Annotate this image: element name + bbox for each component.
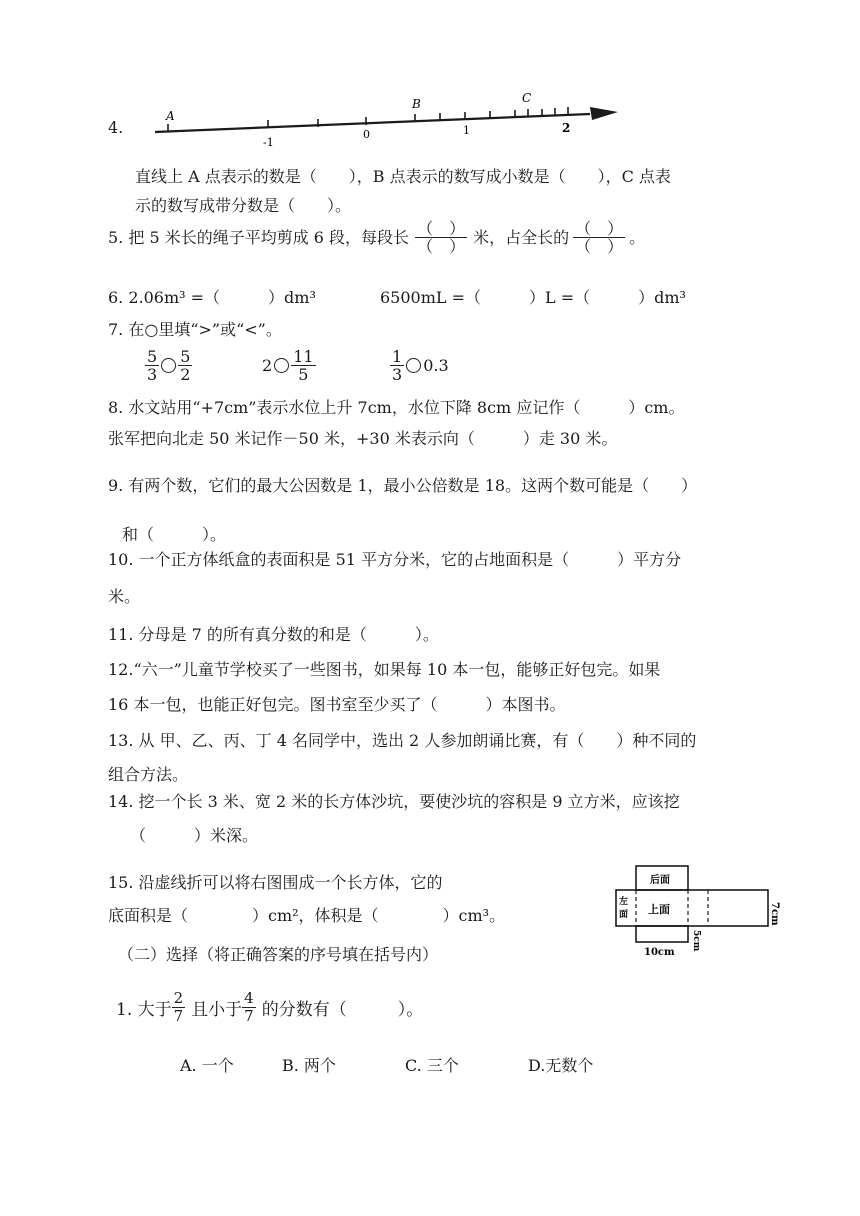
choice1-prefix: 1. 大于 — [116, 1000, 172, 1020]
fraction: $\frac{5}{3}$ — [147, 347, 158, 384]
point-b-label: B — [412, 97, 421, 111]
tick-label: 0 — [363, 128, 370, 141]
compare-circle[interactable] — [274, 358, 289, 373]
left-face-label: 左面 — [619, 897, 629, 920]
tick-label: 2 — [562, 121, 571, 135]
option-c[interactable]: C. 三个 — [405, 1056, 459, 1075]
q12-line2: 16 本一包，也能正好包完。图书室至少买了（ ）本图书。 — [108, 695, 566, 714]
q4-number: 4. — [108, 118, 124, 137]
q4-line2: 示的数写成带分数是（ ）。 — [135, 196, 352, 215]
point-c-label: C — [522, 91, 532, 105]
tick-label: -1 — [263, 136, 274, 149]
fraction: $\frac{1}{3}$ — [392, 347, 403, 384]
choice1 — [116, 990, 423, 1025]
compare-circle[interactable] — [406, 358, 421, 373]
fraction: $\frac{4}{7}$ — [244, 989, 254, 1025]
q13-line2: 组合方法。 — [108, 765, 189, 784]
q15-line2: 底面积是（ ）cm²，体积是（ ）cm³。 — [108, 906, 506, 925]
blank: （ ） — [417, 237, 466, 256]
section2-title: （二）选择（将正确答案的序号填在括号内） — [118, 945, 439, 964]
option-b[interactable]: B. 两个 — [282, 1056, 336, 1075]
q5 — [108, 220, 645, 255]
back-face-label: 后面 — [650, 875, 670, 886]
choice1-suffix: 的分数有（ ）。 — [261, 1000, 424, 1020]
q8-line2: 张军把向北走 50 米记作－50 米，+30 米表示向（ ）走 30 米。 — [108, 429, 618, 448]
choice1-mid: 且小于 — [191, 1000, 243, 1020]
q14-line1: 14. 挖一个长 3 米、宽 2 米的长方体沙坑，要使沙坑的容积是 9 立方米，应该挖 — [108, 792, 680, 811]
number: 2 — [262, 355, 273, 375]
q5-prefix: 5. 把 5 米长的绳子平均剪成 6 段，每段长 — [108, 227, 410, 247]
point-a-label: A — [166, 109, 175, 123]
q5-length-fraction — [415, 220, 467, 255]
blank: （ ） — [575, 237, 624, 256]
number-line — [150, 88, 630, 152]
width-label: 10cm — [644, 947, 675, 958]
compare-circle[interactable] — [161, 358, 176, 373]
q5-mid: 米，占全长的 — [473, 227, 570, 247]
top-face-label: 上面 — [648, 903, 670, 916]
q4-line1: 直线上 A 点表示的数是（ ），B 点表示的数写成小数是（ ），C 点表 — [135, 167, 671, 186]
option-a[interactable]: A. 一个 — [180, 1056, 234, 1075]
q10-line1: 10. 一个正方体纸盒的表面积是 51 平方分米，它的占地面积是（ ）平方分 — [108, 550, 682, 569]
fraction: $\frac{5}{2}$ — [180, 347, 191, 384]
q11-line1: 11. 分母是 7 的所有真分数的和是（ ）。 — [108, 625, 439, 644]
q8-line1: 8. 水文站用“+7cm”表示水位上升 7cm，水位下降 8cm 应记作（ ）cm。 — [108, 398, 685, 417]
q6-a: 6. 2.06m³ =（ ）dm³ — [108, 288, 316, 307]
depth-label: 5cm — [691, 930, 701, 952]
height-label: 7cm — [769, 902, 780, 926]
fraction: $\frac{11}{5}$ — [293, 347, 314, 384]
tick-label: 1 — [463, 124, 470, 137]
q10-line2: 米。 — [108, 587, 141, 606]
fraction: $\frac{2}{7}$ — [173, 989, 184, 1025]
q7-item2 — [262, 348, 316, 383]
blank: （ ） — [417, 219, 466, 238]
number: 0.3 — [423, 355, 449, 375]
blank: （ ） — [575, 219, 624, 238]
q15-line1: 15. 沿虚线折可以将右图围成一个长方体，它的 — [108, 873, 443, 892]
q9-line1: 9. 有两个数，它们的最大公因数是 1，最小公倍数是 18。这两个数可能是（ ） — [108, 476, 698, 495]
q5-end: 。 — [629, 227, 646, 247]
q7-title: 7. 在○里填“>”或“<”。 — [108, 320, 282, 339]
q7-item3 — [390, 348, 449, 383]
q13-line1: 13. 从 甲、乙、丙、丁 4 名同学中，选出 2 人参加朗诵比赛，有（ ）种不同的 — [108, 731, 697, 750]
q5-part-fraction — [573, 220, 625, 255]
box-net-figure — [608, 862, 778, 958]
option-d[interactable]: D.无数个 — [528, 1056, 594, 1075]
q14-line2: （ ）米深。 — [130, 826, 259, 845]
q9-line2: 和（ ）。 — [122, 525, 227, 544]
q12-line1: 12.“六一”儿童节学校买了一些图书，如果每 10 本一包，能够正好包完。如果 — [108, 660, 661, 679]
q6-b: 6500mL =（ ）L =（ ）dm³ — [380, 288, 686, 307]
q7-item1 — [145, 348, 192, 383]
